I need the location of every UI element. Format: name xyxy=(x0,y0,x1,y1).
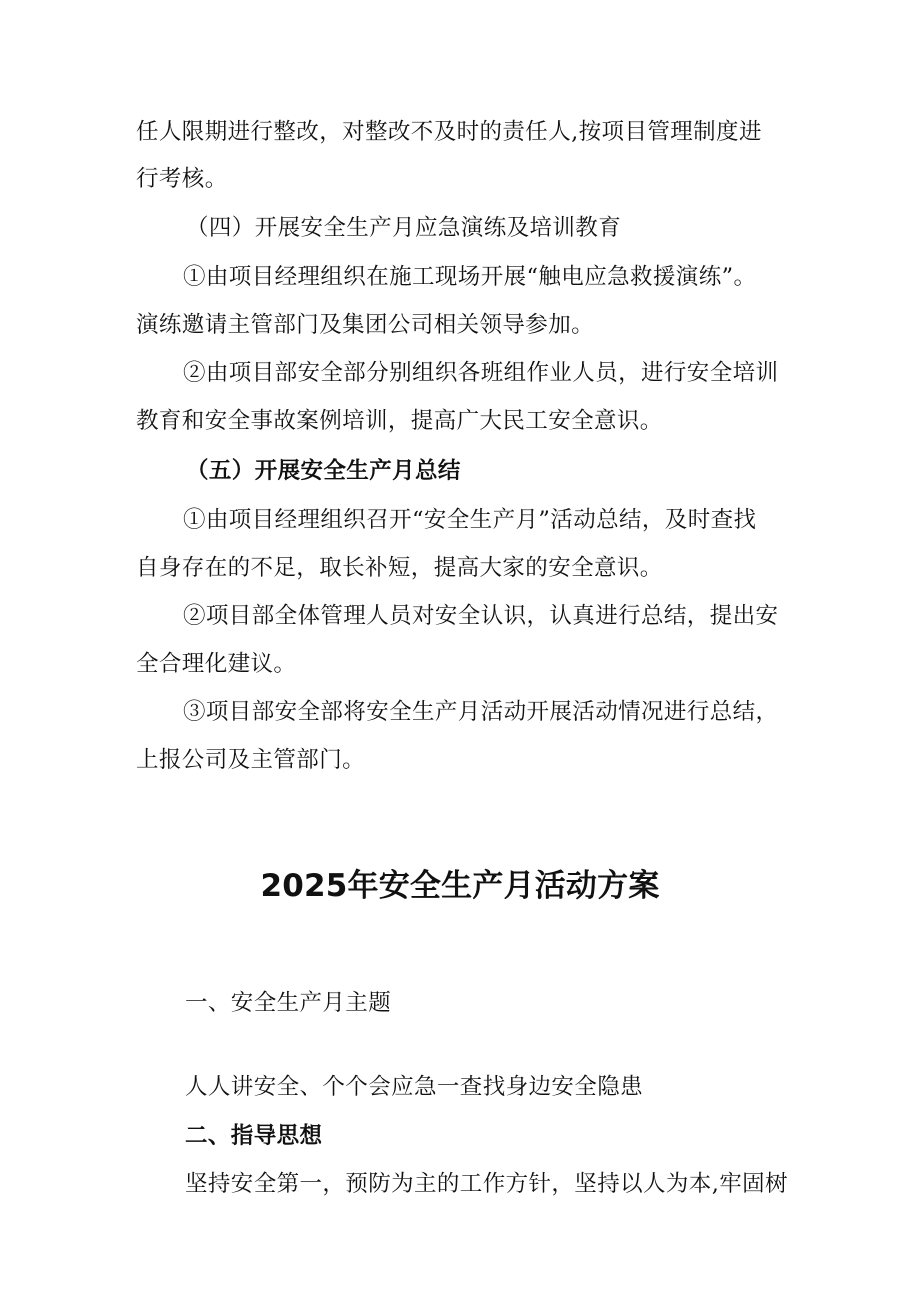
section-5-item-1-line-2: 自身存在的不足，取长补短，提高大家的安全意识。 xyxy=(136,555,663,581)
plan-part-2-heading: 二、指导思想 xyxy=(185,1123,323,1149)
section-4-item-2-line-1: ②由项目部安全部分别组织各班组作业人员，进行安全培训 xyxy=(183,360,779,386)
continuation-line-2: 行考核。 xyxy=(136,166,228,192)
plan-part-2-body-line-1: 坚持安全第一，预防为主的工作方针，坚持以人为本,牢固树 xyxy=(185,1171,788,1197)
section-5-item-1-line-1: ①由项目经理组织召开“安全生产月”活动总结，及时查找 xyxy=(183,507,757,533)
section-5-item-3-line-1: ③项目部安全部将安全生产月活动开展活动情况进行总结， xyxy=(183,699,779,725)
plan-title: 2025年安全生产月活动方案 xyxy=(260,868,660,904)
section-5-item-2-line-1: ②项目部全体管理人员对安全认识，认真进行总结，提出安 xyxy=(183,603,779,629)
plan-part-1-heading: 一、安全生产月主题 xyxy=(185,990,392,1016)
section-4-heading: （四）开展安全生产月应急演练及培训教育 xyxy=(186,215,622,241)
continuation-line-1: 任人限期进行整改，对整改不及时的责任人,按项目管理制度进 xyxy=(136,119,762,145)
section-4-item-1-line-2: 演练邀请主管部门及集团公司相关领导参加。 xyxy=(136,312,595,338)
section-4-item-2-line-2: 教育和安全事故案例培训，提高广大民工安全意识。 xyxy=(136,408,663,434)
section-5-heading: （五）开展安全生产月总结 xyxy=(186,458,461,484)
section-5-item-3-line-2: 上报公司及主管部门。 xyxy=(136,747,366,773)
section-5-item-2-line-2: 全合理化建议。 xyxy=(136,651,297,677)
section-4-item-1-line-1: ①由项目经理组织在施工现场开展“触电应急救援演练”。 xyxy=(183,264,757,290)
plan-part-1-body: 人人讲安全、个个会应急一查找身边安全隐患 xyxy=(185,1074,644,1100)
